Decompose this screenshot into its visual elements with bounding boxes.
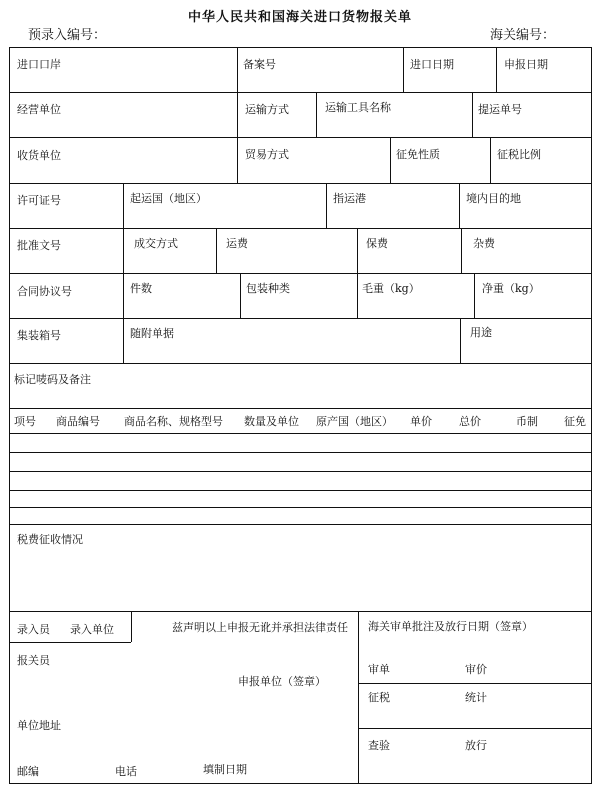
import-date-label: 进口日期 <box>410 58 454 71</box>
price-review-label: 审价 <box>465 663 487 676</box>
bill-number-label: 提运单号 <box>478 103 522 116</box>
declare-date-label: 申报日期 <box>504 58 548 71</box>
consignee-label: 收货单位 <box>17 149 61 162</box>
import-port-label: 进口口岸 <box>17 58 61 71</box>
customs-number-label: 海关编号： <box>490 28 556 43</box>
entry-clerk-label: 录入员 <box>17 623 50 636</box>
container-number-label: 集装箱号 <box>17 329 61 342</box>
gross-weight-label: 毛重（kg） <box>362 282 420 295</box>
tax-status-label: 税费征收情况 <box>17 533 83 546</box>
package-type-label: 包装种类 <box>246 282 290 295</box>
misc-fee-label: 杂费 <box>473 237 495 250</box>
item-column-header: 项号 <box>14 415 36 428</box>
vehicle-name-label: 运输工具名称 <box>325 101 391 114</box>
attached-docs-label: 随附单据 <box>130 327 174 340</box>
item-column-header: 币制 <box>516 415 538 428</box>
trade-mode-label: 贸易方式 <box>245 148 289 161</box>
postcode-label: 邮编 <box>17 765 39 778</box>
item-column-header: 商品名称、规格型号 <box>124 415 223 428</box>
insurance-label: 保费 <box>366 237 388 250</box>
origin-country-label: 起运国（地区） <box>130 192 207 205</box>
declaration-statement: 兹声明以上申报无讹并承担法律责任 <box>172 621 348 634</box>
item-column-header: 总价 <box>459 415 481 428</box>
freight-label: 运费 <box>226 237 248 250</box>
unit-address-label: 单位地址 <box>17 719 61 732</box>
item-column-header: 征免 <box>564 415 586 428</box>
fill-date-label: 填制日期 <box>203 763 247 776</box>
customs-approval-label: 海关审单批注及放行日期（签章） <box>368 620 533 633</box>
declaring-unit-label: 申报单位（签章） <box>238 675 326 688</box>
marks-remarks-label: 标记唛码及备注 <box>14 373 91 386</box>
release-label: 放行 <box>465 739 487 752</box>
broker-label: 报关员 <box>17 654 50 667</box>
entry-unit-label: 录入单位 <box>70 623 114 636</box>
packages-label: 件数 <box>130 282 152 295</box>
contract-number-label: 合同协议号 <box>17 285 72 298</box>
inspection-label: 查验 <box>368 739 390 752</box>
review-label: 审单 <box>368 663 390 676</box>
exemption-nature-label: 征免性质 <box>396 148 440 161</box>
preentry-number-label: 预录入编号： <box>28 28 107 43</box>
approval-number-label: 批准文号 <box>17 239 61 252</box>
item-column-header: 商品编号 <box>56 415 100 428</box>
taxation-label: 征税 <box>368 691 390 704</box>
domestic-destination-label: 境内目的地 <box>466 192 521 205</box>
loading-port-label: 指运港 <box>333 192 366 205</box>
net-weight-label: 净重（kg） <box>482 282 540 295</box>
tax-ratio-label: 征税比例 <box>497 148 541 161</box>
license-number-label: 许可证号 <box>17 194 61 207</box>
operator-label: 经营单位 <box>17 103 61 116</box>
deal-mode-label: 成交方式 <box>134 237 178 250</box>
form-title: 中华人民共和国海关进口货物报关单 <box>187 10 412 25</box>
item-column-header: 原产国（地区） <box>316 415 393 428</box>
record-number-label: 备案号 <box>243 58 276 71</box>
statistics-label: 统计 <box>465 691 487 704</box>
phone-label: 电话 <box>115 765 137 778</box>
item-column-header: 数量及单位 <box>244 415 299 428</box>
usage-label: 用途 <box>470 326 492 339</box>
transport-mode-label: 运输方式 <box>245 103 289 116</box>
item-column-header: 单价 <box>410 415 432 428</box>
